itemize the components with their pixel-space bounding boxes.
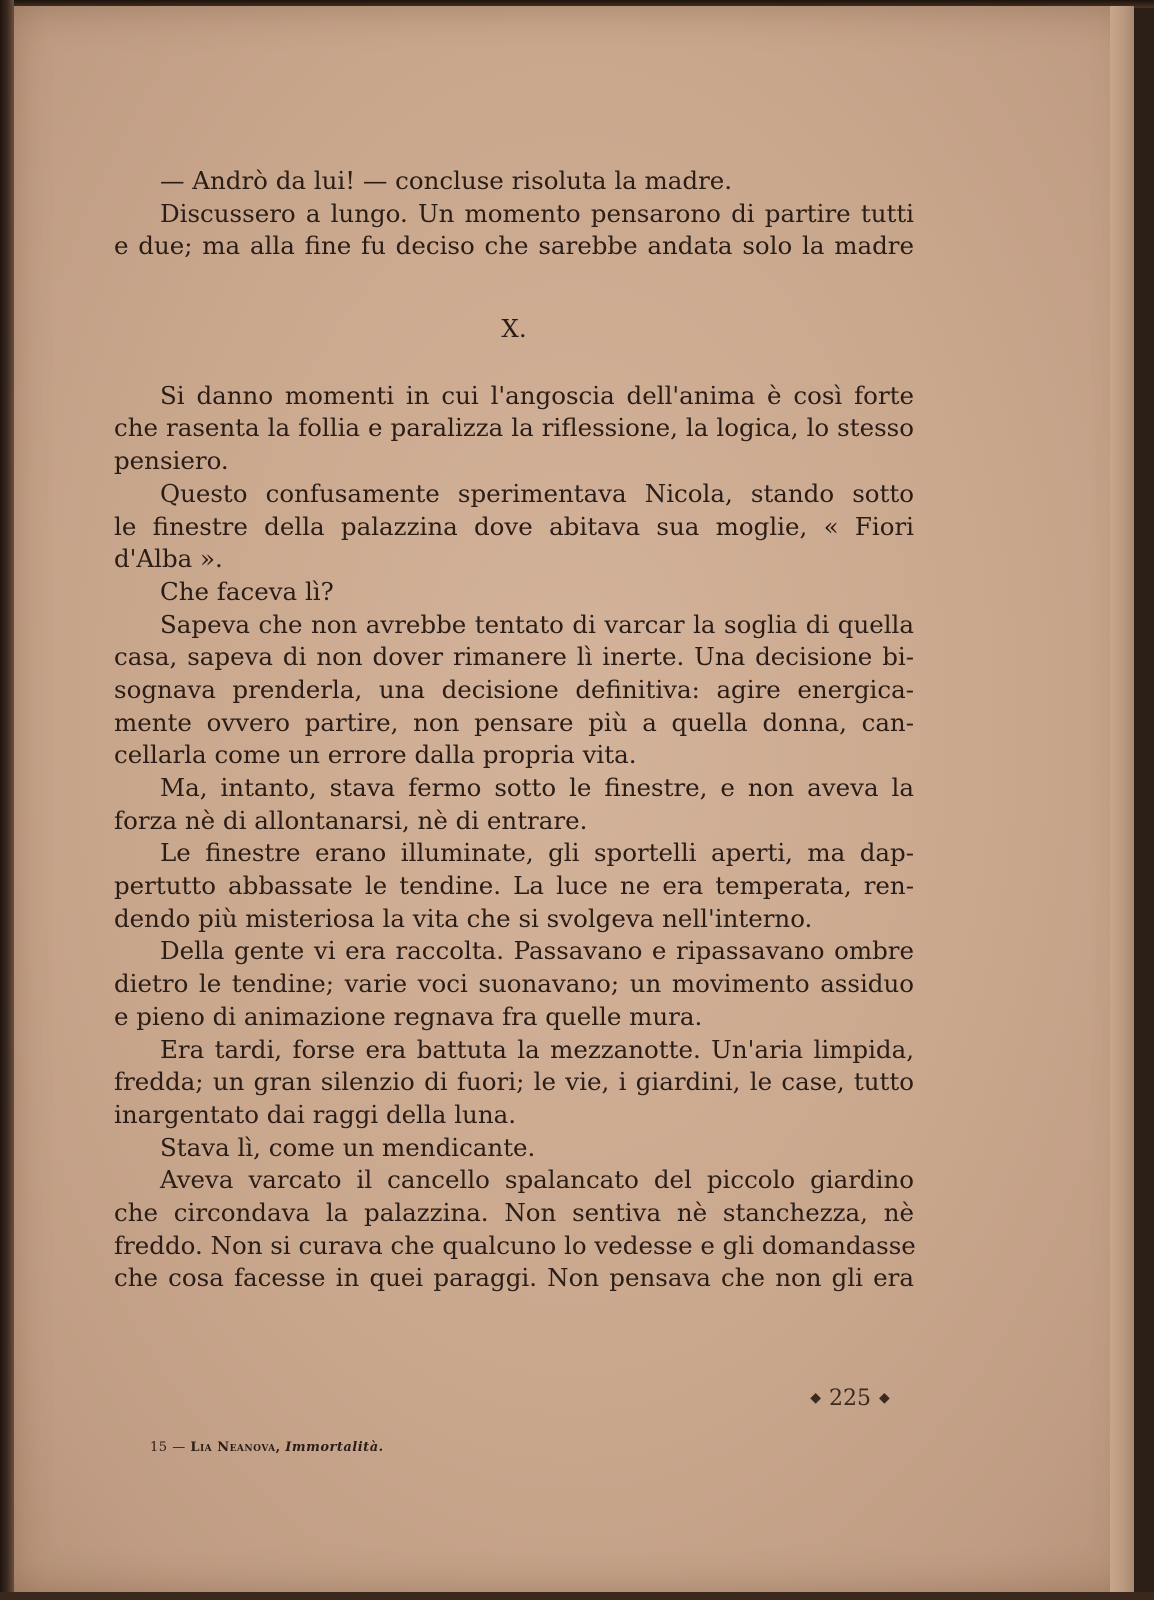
page-right-edge (1110, 6, 1134, 1594)
signature-author: Lia Neanova, (190, 1440, 281, 1455)
text-line: casa, sapeva di non dover rimanere lì inerte. Una decisione bi- (114, 642, 914, 672)
text-line: — Andrò da lui! — concluse risoluta la madre. (160, 166, 733, 195)
page-number-value: 225 (829, 1386, 871, 1411)
text-line: e pieno di animazione regnava fra quelle mura. (114, 1001, 703, 1031)
signature-dash: — (172, 1440, 186, 1455)
text-line: inargentato dai raggi della luna. (114, 1099, 516, 1129)
text-line: Questo confusamente sperimentava Nicola, stando sotto (160, 478, 914, 508)
signature-title: Immortalità. (285, 1440, 384, 1455)
text-line: sognava prenderla, una decisione definitiva: agire energica- (114, 674, 914, 704)
text-line: che rasenta la follia e paralizza la riflessione, la logica, lo stesso (114, 413, 914, 443)
text-line: Discussero a lungo. Un momento pensarono di partire tutti (160, 198, 914, 228)
text-line: Della gente vi era raccolta. Passavano e ripassavano ombre (160, 936, 914, 966)
text-line: mente ovvero partire, non pensare più a quella donna, can- (114, 707, 914, 737)
text-line: Sapeva che non avrebbe tentato di varcar la soglia di quella (160, 609, 914, 639)
text-line: le finestre della palazzina dove abitava sua moglie, « Fiori (114, 511, 914, 541)
text-line: cellarla come un errore dalla propria vita. (114, 740, 637, 770)
text-line: Si danno momenti in cui l'angoscia dell'anima è così forte (160, 380, 914, 410)
text-line: che circondava la palazzina. Non sentiva nè stanchezza, nè (114, 1197, 914, 1227)
chapter-heading: X. (501, 314, 527, 344)
text-before-chapter (114, 165, 914, 263)
text-line: fredda; un gran silenzio di fuori; le vie, i giardini, le case, tutto (114, 1067, 914, 1097)
book-spine (0, 0, 14, 1600)
text-line: freddo. Non si curava che qualcuno lo vedesse e gli domandasse (114, 1230, 916, 1260)
text-line: Era tardi, forse era battuta la mezzanotte. Un'aria limpida, (160, 1034, 914, 1064)
text-line: e due; ma alla fine fu deciso che sarebbe andata solo la madre (114, 231, 914, 261)
text-line: Ma, intanto, stava fermo sotto le finestre, e non aveva la (160, 773, 914, 802)
page-bottom-edge (0, 1592, 1154, 1600)
text-line: pensiero. (114, 446, 229, 476)
text-line: Che faceva lì? (160, 576, 334, 606)
text-line: forza nè di allontanarsi, nè di entrare. (114, 805, 588, 835)
text-line: che cosa facesse in quei paraggi. Non pensava che non gli era (114, 1263, 914, 1293)
text-line: Aveva varcato il cancello spalancato del piccolo giardino (160, 1165, 914, 1195)
text-line: dendo più misteriosa la vita che si svolgeva nell'interno. (114, 903, 813, 933)
text-line: dietro le tendine; varie voci suonavano; un movimento assiduo (114, 969, 914, 999)
signature-sheet: 15 (150, 1440, 168, 1455)
text-line: Le finestre erano illuminate, gli sportelli aperti, ma dap- (160, 838, 914, 868)
text-line: Stava lì, come un mendicante. (160, 1132, 536, 1162)
ornament-left: ◆ (810, 1390, 821, 1406)
text-line: d'Alba ». (114, 544, 223, 574)
body-text (114, 165, 914, 1295)
ornament-right: ◆ (879, 1390, 890, 1406)
text-line: pertutto abbassate le tendine. La luce ne era temperata, ren- (114, 871, 914, 901)
page-number (790, 1386, 910, 1411)
printer-signature (150, 1440, 384, 1455)
text-after-chapter (114, 380, 914, 1295)
